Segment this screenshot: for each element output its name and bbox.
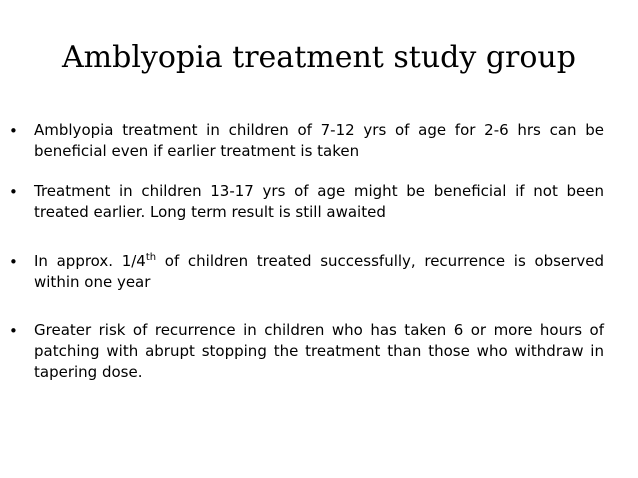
bullet-text-3-before: In approx. 1/4	[34, 252, 146, 270]
bullet-text-3-after: of children treated successfully, recurrence is observed within one year	[34, 252, 604, 291]
bullet-dot-icon: •	[9, 253, 18, 271]
bullet-text-3	[34, 251, 604, 293]
bullet-dot-icon: •	[9, 122, 18, 140]
bullet-dot-icon: •	[9, 322, 18, 340]
bullet-text-2: Treatment in children 13-17 yrs of age might be beneficial if not been treated earlier. Long term result is still awaited	[34, 182, 604, 221]
bullet-text-1: Amblyopia treatment in children of 7-12 yrs of age for 2-6 hrs can be beneficial even if earlier treatment is taken	[34, 121, 604, 160]
bullet-dot-icon: •	[9, 183, 18, 201]
ordinal-superscript: th	[145, 252, 157, 263]
slide-title: Amblyopia treatment study group	[62, 40, 576, 75]
bullet-text-4: Greater risk of recurrence in children who has taken 6 or more hours of patching with abrupt stopping the treatment than those who withdraw in tapering dose.	[34, 321, 604, 381]
